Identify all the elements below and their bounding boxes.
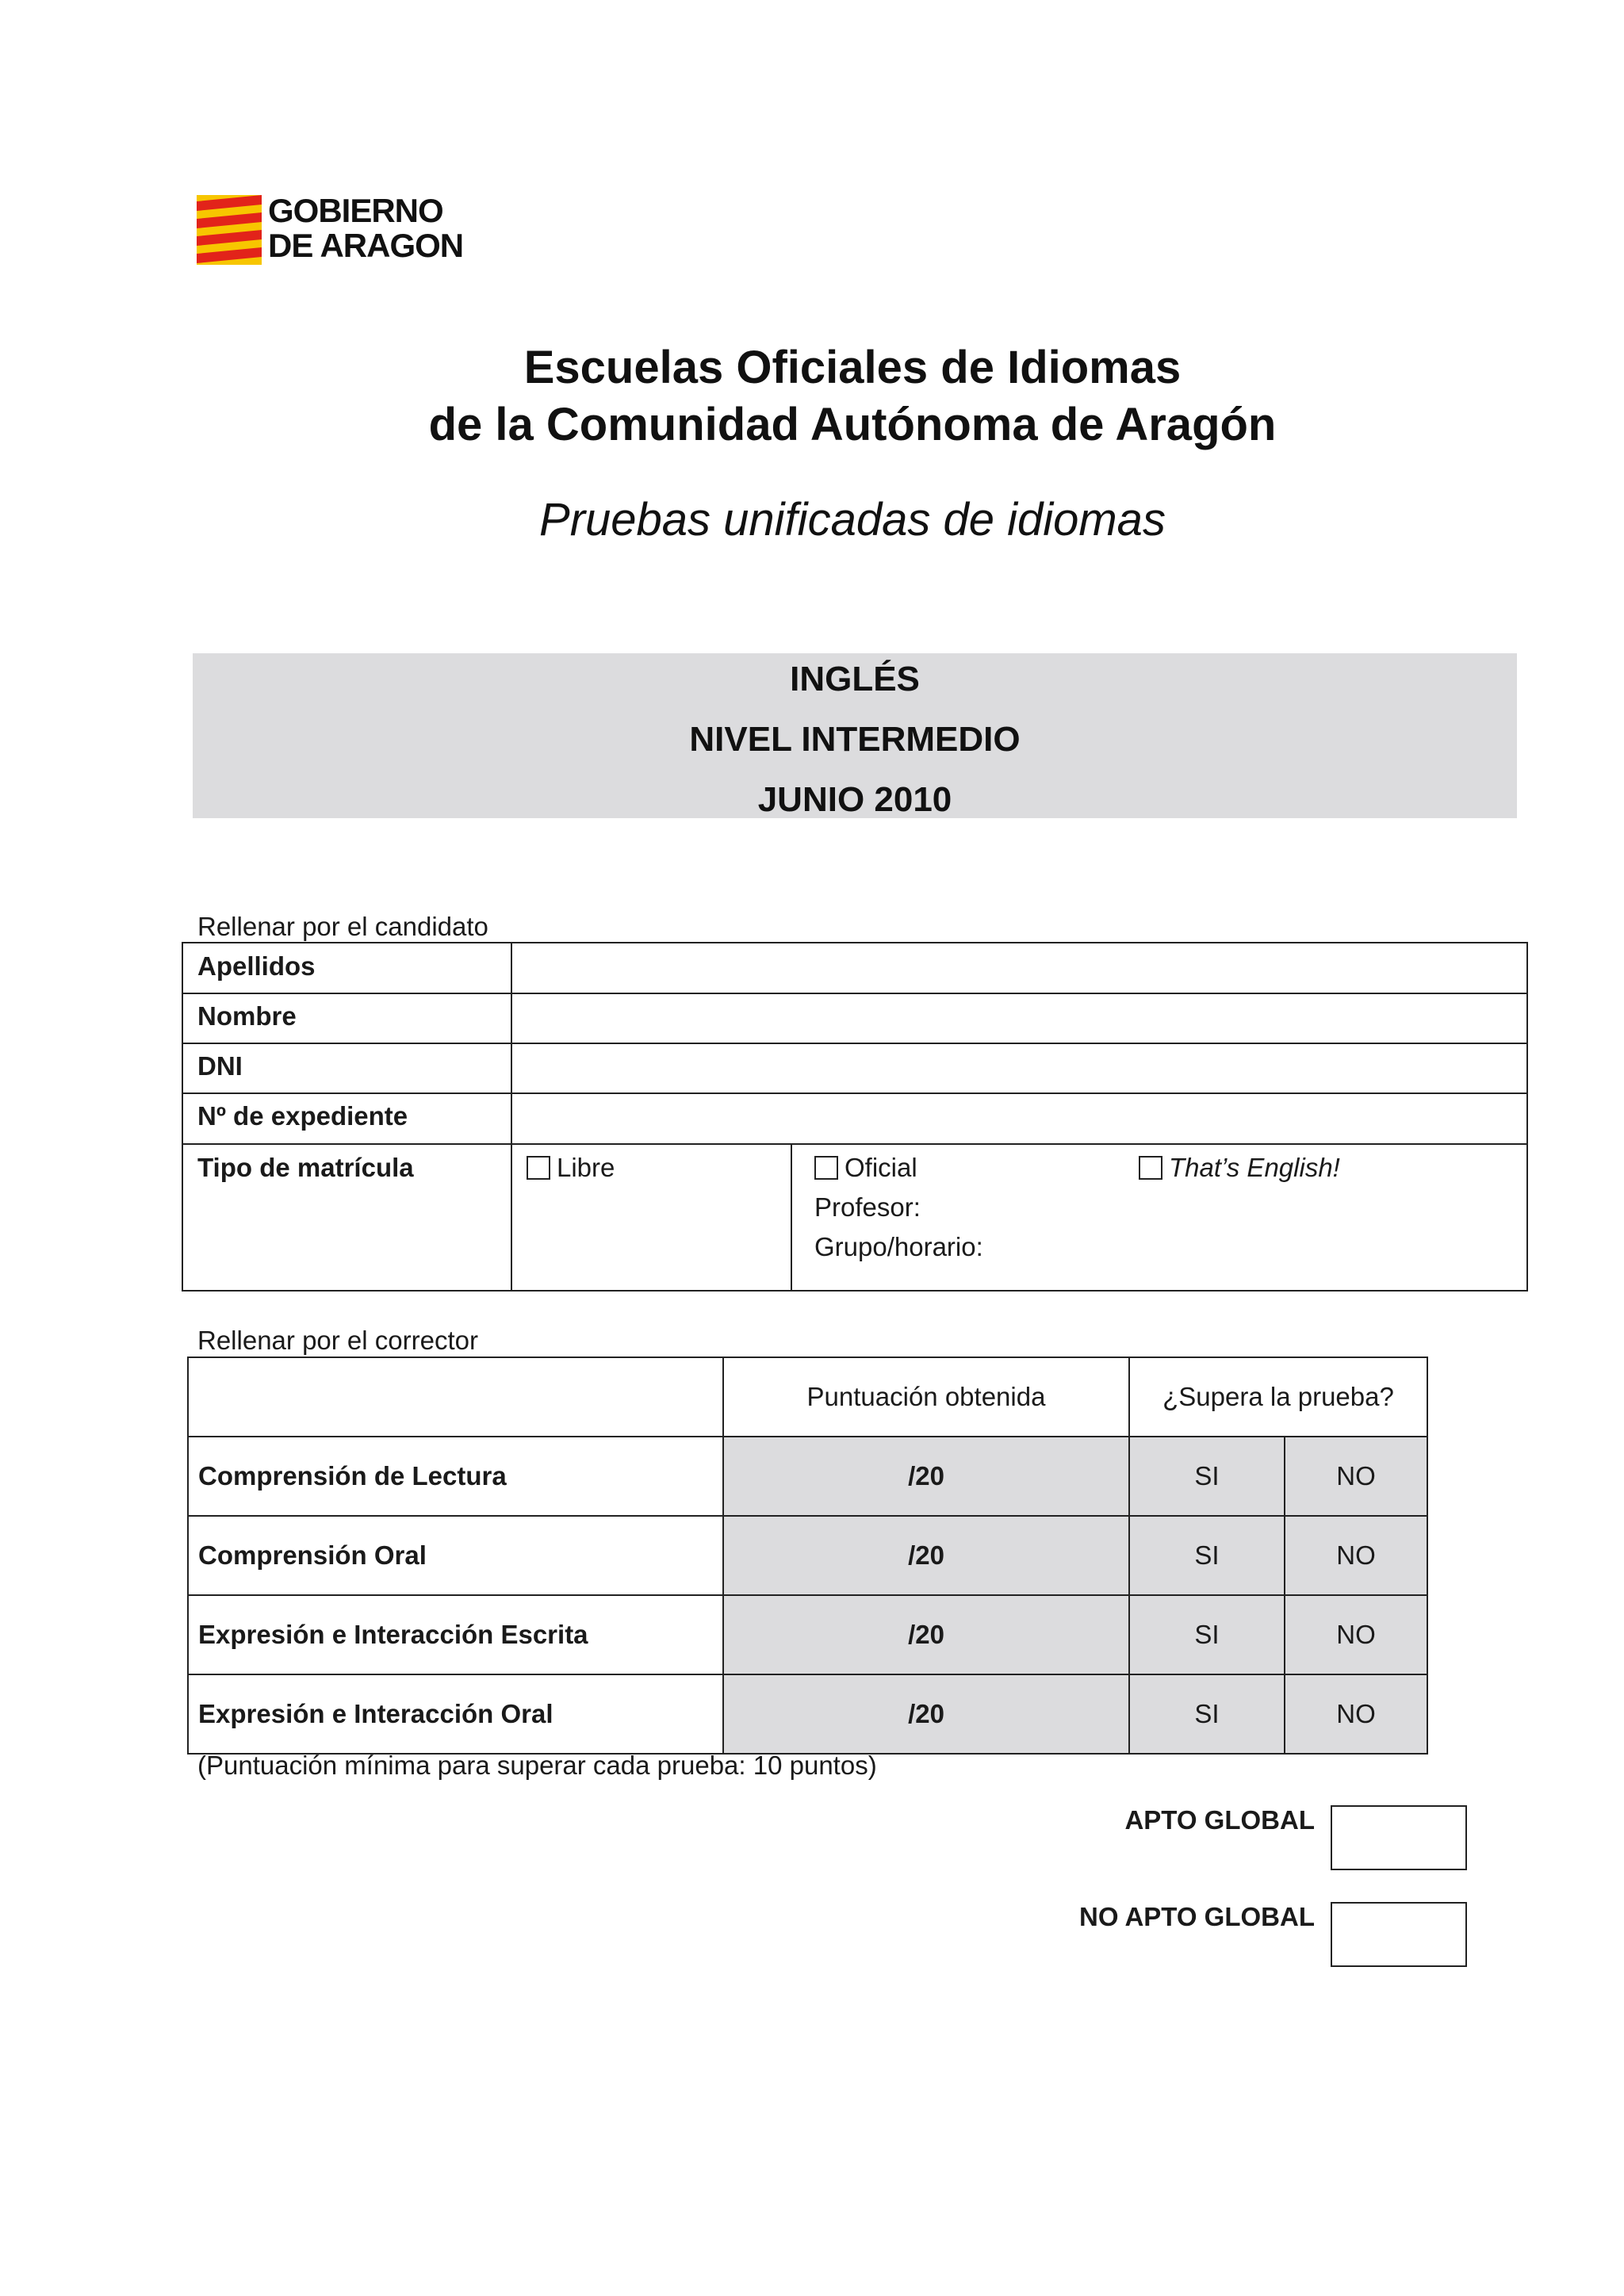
- exam-language: INGLÉS: [790, 660, 920, 698]
- libre-label: Libre: [557, 1153, 615, 1182]
- oficial-label: Oficial: [845, 1153, 917, 1182]
- aragon-flag-icon: [197, 195, 262, 265]
- corrector-header-blank: [187, 1357, 724, 1437]
- exam-level: NIVEL INTERMEDIO: [689, 720, 1021, 759]
- file-number-field[interactable]: [513, 1095, 1525, 1141]
- minimum-score-note: (Puntuación mínima para superar cada prueba: 10 puntos): [197, 1751, 877, 1780]
- oficial-checkbox[interactable]: [814, 1156, 838, 1180]
- skill-reading: Comprensión de Lectura: [187, 1436, 724, 1517]
- score-reading[interactable]: /20: [722, 1436, 1130, 1517]
- score-writing[interactable]: /20: [722, 1594, 1130, 1675]
- logo-wordmark: [268, 193, 463, 263]
- fail-global-box[interactable]: [1331, 1902, 1467, 1967]
- group-label: Grupo/horario:: [814, 1232, 983, 1261]
- score-speaking[interactable]: /20: [722, 1674, 1130, 1755]
- pass-yes-reading[interactable]: SI: [1128, 1436, 1285, 1517]
- candidate-section-label: Rellenar por el candidato: [197, 912, 488, 941]
- skill-speaking: Expresión e Interacción Oral: [187, 1674, 724, 1755]
- surname-label: Apellidos: [197, 951, 316, 981]
- logo-line-1: GOBIERNO: [268, 192, 443, 229]
- logo-line-2: DE ARAGON: [268, 227, 464, 264]
- teacher-label: Profesor:: [814, 1192, 921, 1222]
- thats-english-checkbox[interactable]: [1139, 1156, 1162, 1180]
- dni-label: DNI: [197, 1051, 243, 1081]
- fail-global-label: NO APTO GLOBAL: [1079, 1902, 1315, 1931]
- page-subtitle: Pruebas unificadas de idiomas: [539, 494, 1166, 545]
- pass-no-writing[interactable]: NO: [1284, 1594, 1428, 1675]
- name-label: Nombre: [197, 1001, 297, 1031]
- thats-english-label: That’s English!: [1169, 1153, 1340, 1182]
- pass-yes-writing[interactable]: SI: [1128, 1594, 1285, 1675]
- option-oficial[interactable]: [814, 1153, 917, 1183]
- libre-checkbox[interactable]: [527, 1156, 550, 1180]
- pass-global-label: APTO GLOBAL: [1124, 1805, 1315, 1835]
- exam-session: JUNIO 2010: [757, 780, 952, 819]
- enrollment-type-label: Tipo de matrícula: [197, 1153, 414, 1182]
- page-title-line-1: Escuelas Oficiales de Idiomas: [523, 342, 1182, 393]
- score-header: Puntuación obtenida: [722, 1357, 1130, 1437]
- option-thats-english[interactable]: [1139, 1153, 1340, 1183]
- pass-no-listening[interactable]: NO: [1284, 1515, 1428, 1596]
- pass-global-box[interactable]: [1331, 1805, 1467, 1870]
- option-libre[interactable]: [527, 1153, 615, 1183]
- pass-yes-listening[interactable]: SI: [1128, 1515, 1285, 1596]
- exam-info-band: [193, 653, 1517, 818]
- score-listening[interactable]: /20: [722, 1515, 1130, 1596]
- page-title-line-2: de la Comunidad Autónoma de Aragón: [428, 399, 1277, 450]
- surname-field[interactable]: [513, 945, 1525, 991]
- gobierno-aragon-logo: [197, 193, 506, 268]
- name-field[interactable]: [513, 995, 1525, 1041]
- dni-field[interactable]: [513, 1045, 1525, 1091]
- skill-listening: Comprensión Oral: [187, 1515, 724, 1596]
- file-number-label: Nº de expediente: [197, 1101, 408, 1131]
- pass-header: ¿Supera la prueba?: [1128, 1357, 1428, 1437]
- pass-no-reading[interactable]: NO: [1284, 1436, 1428, 1517]
- candidate-table: [182, 942, 1528, 1292]
- pass-no-speaking[interactable]: NO: [1284, 1674, 1428, 1755]
- corrector-table: [187, 1357, 1428, 1753]
- skill-writing: Expresión e Interacción Escrita: [187, 1594, 724, 1675]
- pass-yes-speaking[interactable]: SI: [1128, 1674, 1285, 1755]
- corrector-section-label: Rellenar por el corrector: [197, 1326, 478, 1355]
